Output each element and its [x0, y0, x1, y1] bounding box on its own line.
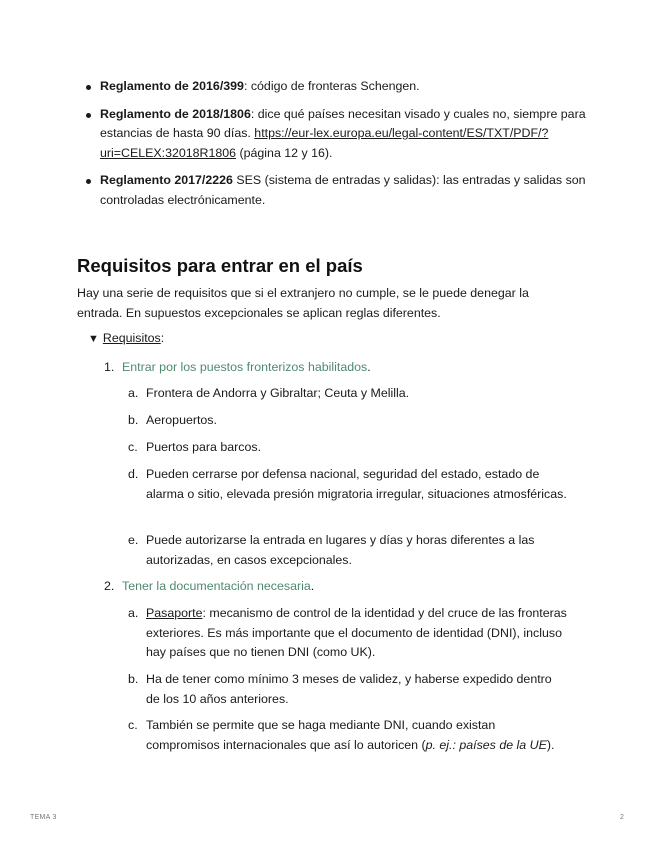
list-item	[128, 604, 568, 663]
item-label: Entrar por los puestos fronterizos habilitados	[122, 360, 368, 374]
sub-letter: d.	[128, 467, 139, 481]
section-heading: Requisitos para entrar en el país	[77, 255, 363, 276]
list-item	[128, 670, 568, 709]
toggle-suffix: :	[160, 331, 165, 345]
list-item	[100, 105, 600, 164]
regulation-title: Reglamento de 2018/1806	[100, 106, 251, 121]
sub-text: Ha de tener como mínimo 3 meses de validez, y haberse expedido dentro de los 10 años anteriores.	[146, 672, 552, 706]
regulation-text-after: (página 12 y 16).	[236, 145, 333, 160]
item-label: Tener la documentación necesaria	[122, 579, 311, 593]
list-item	[100, 77, 600, 97]
example-italic: p. ej.: países de la UE	[425, 737, 547, 752]
pasaporte-term: Pasaporte	[146, 606, 203, 620]
sub-text-body: : mecanismo de control de la identidad y del cruce de las fronteras exteriores. Es más importante que el documento de identidad (DNI), incluso hay países que no tienen DNI (como UK).	[146, 606, 567, 659]
sub-text: Puede autorizarse la entrada en lugares y días y horas diferentes a las autorizadas, en casos excepcionales.	[146, 533, 535, 567]
regulation-text: SES (sistema de entradas y salidas): las entradas y salidas son controladas electrónicamente.	[100, 173, 586, 207]
list-item	[128, 465, 568, 504]
requisitos-toggle[interactable]	[88, 329, 164, 350]
sub-text: Frontera de Andorra y Gibraltar; Ceuta y Melilla.	[146, 386, 410, 400]
sub-letter: b.	[128, 672, 139, 686]
sub-text-after: ).	[546, 737, 555, 752]
list-item	[128, 716, 568, 755]
item-number: 1.	[104, 360, 115, 374]
sub-letter: a.	[128, 606, 139, 620]
page-number: 2	[620, 814, 625, 821]
sub-text: Aeropuertos.	[146, 413, 217, 427]
regulation-text: : dice qué países necesitan visado y cuales no, siempre para estancias de hasta 90 días.	[100, 106, 586, 140]
list-item	[104, 577, 584, 597]
list-item	[128, 411, 568, 431]
sub-text-body: También se permite que se haga mediante DNI, cuando existan compromisos internacionales que así lo autoricen (	[146, 718, 496, 752]
item-suffix: .	[367, 360, 371, 374]
list-item	[128, 531, 568, 570]
list-item	[128, 438, 568, 458]
list-item	[100, 171, 600, 210]
sub-text	[146, 716, 568, 755]
triangle-down-icon: ▼	[88, 333, 99, 345]
sub-letter: e.	[128, 533, 139, 547]
item-suffix: .	[310, 579, 315, 593]
list-item	[128, 384, 568, 404]
regulation-title: Reglamento de 2016/399	[100, 79, 244, 93]
sub-letter: b.	[128, 413, 139, 427]
item-number: 2.	[104, 579, 115, 593]
sub-text: Pueden cerrarse por defensa nacional, seguridad del estado, estado de alarma o sitio, elevada presión migratoria irregular, situaciones atmosféricas.	[146, 467, 567, 501]
regulation-title: Reglamento 2017/2226	[100, 173, 233, 187]
sub-text: Puertos para barcos.	[146, 440, 262, 454]
sub-text	[146, 604, 568, 663]
footer-chapter: TEMA 3	[30, 814, 57, 821]
sub-letter: c.	[128, 718, 138, 732]
toggle-label: Requisitos	[102, 331, 161, 345]
regulation-text: : código de fronteras Schengen.	[243, 79, 420, 93]
eur-lex-link[interactable]: https://eur-lex.europa.eu/legal-content/ES/TXT/PDF/?uri=CELEX:32018R1806	[100, 126, 549, 160]
list-item	[104, 358, 584, 378]
regulation-list	[82, 77, 600, 218]
sub-letter: c.	[128, 440, 138, 454]
sub-letter: a.	[128, 386, 139, 400]
section-intro: Hay una serie de requisitos que si el extranjero no cumple, se le puede denegar la entrada. En supuestos excepcionales se aplican reglas diferentes.	[77, 286, 529, 320]
